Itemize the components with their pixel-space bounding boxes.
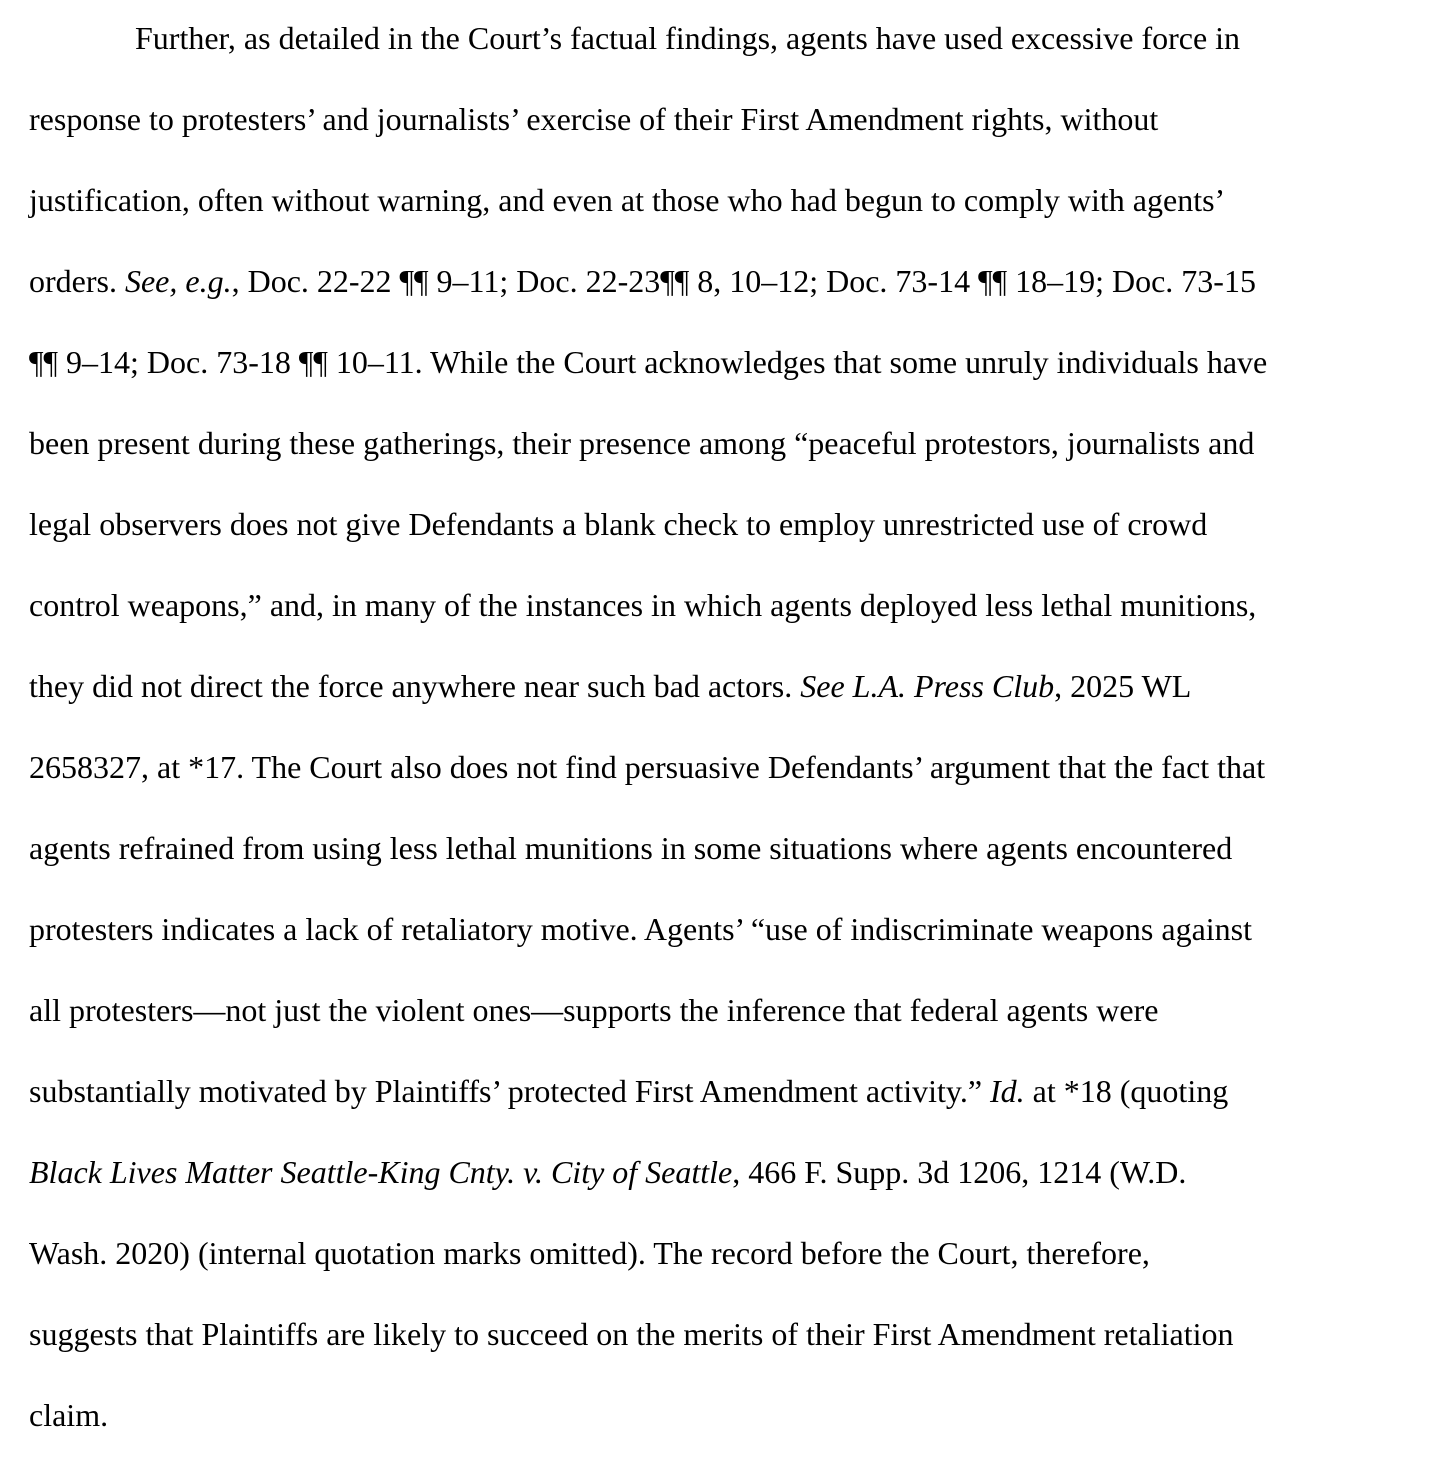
paragraph-line-5: ¶¶ 9–14; Doc. 73-18 ¶¶ 10–11. While the Court acknowledges that some unruly individuals have [29,344,1268,380]
paragraph-line-9: they did not direct the force anywhere near such bad actors. See L.A. Press Club, 2025 WL [29,668,1192,704]
citation-signal-see-eg: See, e.g. [124,263,232,299]
paragraph-line-2: response to protesters’ and journalists’ exercise of their First Amendment rights, without [29,101,1159,137]
paragraph-line-16: Wash. 2020) (internal quotation marks omitted). The record before the Court, therefore, [29,1235,1150,1271]
paragraph-line-1: Further, as detailed in the Court’s factual findings, agents have used excessive force in [135,20,1241,56]
case-name-black-lives-matter: Black Lives Matter Seattle-King Cnty. v. City of Seattle [29,1154,733,1190]
paragraph-line-18: claim. [29,1397,109,1433]
paragraph-line-8: control weapons,” and, in many of the instances in which agents deployed less lethal munitions, [29,587,1257,623]
citation-id: Id. [990,1073,1025,1109]
paragraph-line-7: legal observers does not give Defendants a blank check to employ unrestricted use of crowd [29,506,1208,542]
paragraph-line-14: substantially motivated by Plaintiffs’ protected First Amendment activity.” Id. at *18 (quoting [29,1073,1229,1109]
paragraph-line-4: orders. See, e.g., Doc. 22-22 ¶¶ 9–11; Doc. 22-23¶¶ 8, 10–12; Doc. 73-14 ¶¶ 18–19; Doc. 73-15 [29,263,1256,299]
paragraph-line-15: Black Lives Matter Seattle-King Cnty. v. City of Seattle, 466 F. Supp. 3d 1206, 1214 (W.D. [29,1154,1187,1190]
paragraph-line-11: agents refrained from using less lethal munitions in some situations where agents encountered [29,830,1233,866]
paragraph-line-13: all protesters—not just the violent ones—supports the inference that federal agents were [29,992,1159,1028]
paragraph-line-10: 2658327, at *17. The Court also does not find persuasive Defendants’ argument that the fact that [29,749,1266,785]
case-name-la-press-club: See L.A. Press Club [800,668,1055,704]
paragraph-line-6: been present during these gatherings, their presence among “peaceful protestors, journalists and [29,425,1255,461]
paragraph-line-17: suggests that Plaintiffs are likely to succeed on the merits of their First Amendment retaliation [29,1316,1234,1352]
paragraph-line-3: justification, often without warning, and even at those who had begun to comply with agents’ [29,182,1226,218]
paragraph-line-12: protesters indicates a lack of retaliatory motive. Agents’ “use of indiscriminate weapons against [29,911,1253,947]
